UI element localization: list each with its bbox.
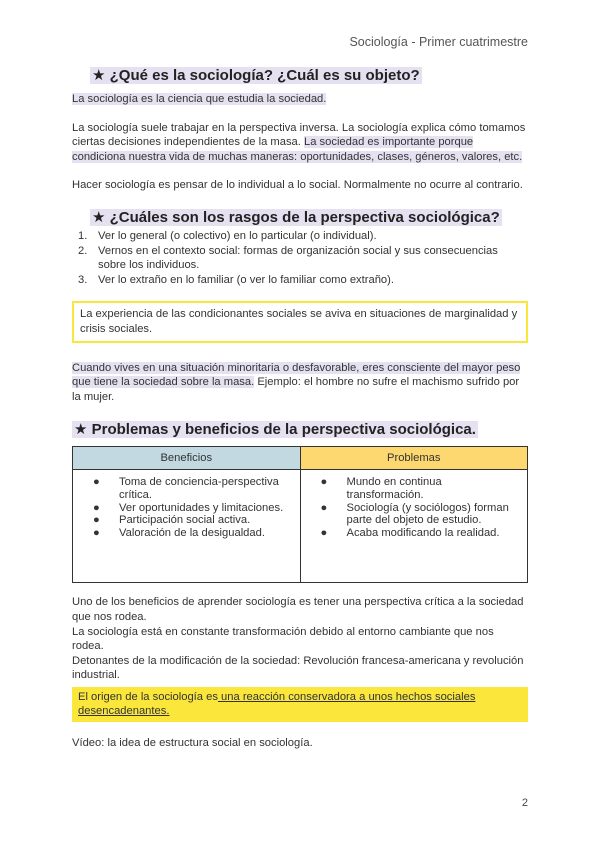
section-heading-what-is-sociology: ★ ¿Qué es la sociología? ¿Cuál es su objeto? (92, 67, 420, 84)
page-content (72, 66, 528, 751)
section-heading-traits: ★ ¿Cuáles son los rasgos de la perspectiva sociológica? (92, 208, 500, 226)
list-item: ● Participación social activa. (93, 514, 251, 527)
list-item: 3. Ver lo extraño en lo familiar (o ver lo familiar como extraño). (78, 273, 394, 286)
page-number: 2 (521, 797, 528, 809)
minority-paragraph: Cuando vives en una situación minoritaria o desfavorable, eres consciente del mayor peso que tiene la sociedad sobre la masa. Ejemplo: el hombre no sufre el machismo sufrido por la mujer. (72, 361, 521, 403)
problems-cell (300, 470, 528, 583)
individual-social-paragraph: Hacer sociología es pensar de lo individual a lo social. Normalmente no ocurre al contrario. (72, 179, 523, 192)
transformation-paragraph: La sociología está en constante transformación debido al entorno cambiante que nos rodea. (72, 625, 494, 653)
benefits-problems-table (72, 446, 528, 583)
list-item: ● Acaba modificando la realidad. (320, 526, 500, 539)
video-reference: Vídeo: la idea de estructura social en sociología. (72, 737, 313, 750)
section-heading-problems-benefits: ★ Problemas y beneficios de la perspectiva sociológica. (74, 421, 476, 439)
page-header: Sociología - Primer cuatrimestre (349, 35, 528, 49)
list-item: ● Valoración de la desigualdad. (93, 526, 265, 539)
triggers-paragraph: Detonantes de la modificación de la sociedad: Revolución francesa-americana y revolución industrial. (72, 654, 524, 682)
table-header-problems: Problemas (300, 447, 528, 470)
table-header-benefits: Beneficios (73, 447, 301, 470)
list-item: ● Mundo en continua transformación. (320, 476, 442, 501)
critical-perspective-paragraph: Uno de los beneficios de aprender sociología es tener una perspectiva crítica a la sociedad que nos rodea. (72, 596, 524, 623)
definition-paragraph: La sociología es la ciencia que estudia la sociedad. (72, 93, 327, 105)
list-item: ● Toma de conciencia-perspectiva crítica. (93, 476, 279, 501)
traits-list (72, 229, 528, 287)
highlight-box-marginality: La experiencia de las condicionantes sociales se aviva en situaciones de marginalidad y crisis sociales. (72, 301, 528, 342)
highlight-box-origin: El origen de la sociología es una reacción conservadora a unos hechos sociales desencadenantes. (72, 687, 528, 722)
inverse-perspective-paragraph: La sociología suele trabajar en la perspectiva inversa. La sociología explica cómo tomamos ciertas decisiones independientes de la masa. La sociedad es importante porque condiciona nuestra vida de muchas maneras: oportunidades, clases, géneros, valores, etc. (72, 121, 526, 163)
benefits-cell (73, 470, 301, 583)
list-item: ● Sociología (y sociólogos) forman parte del objeto de estudio. (320, 501, 509, 527)
list-item: ● Ver oportunidades y limitaciones. (93, 501, 284, 514)
list-item: 1. Ver lo general (o colectivo) en lo particular (o individual). (78, 229, 377, 242)
list-item: 2. Vernos en el contexto social: formas de organización social y sus consecuencias sobre los individuos. (78, 244, 498, 272)
